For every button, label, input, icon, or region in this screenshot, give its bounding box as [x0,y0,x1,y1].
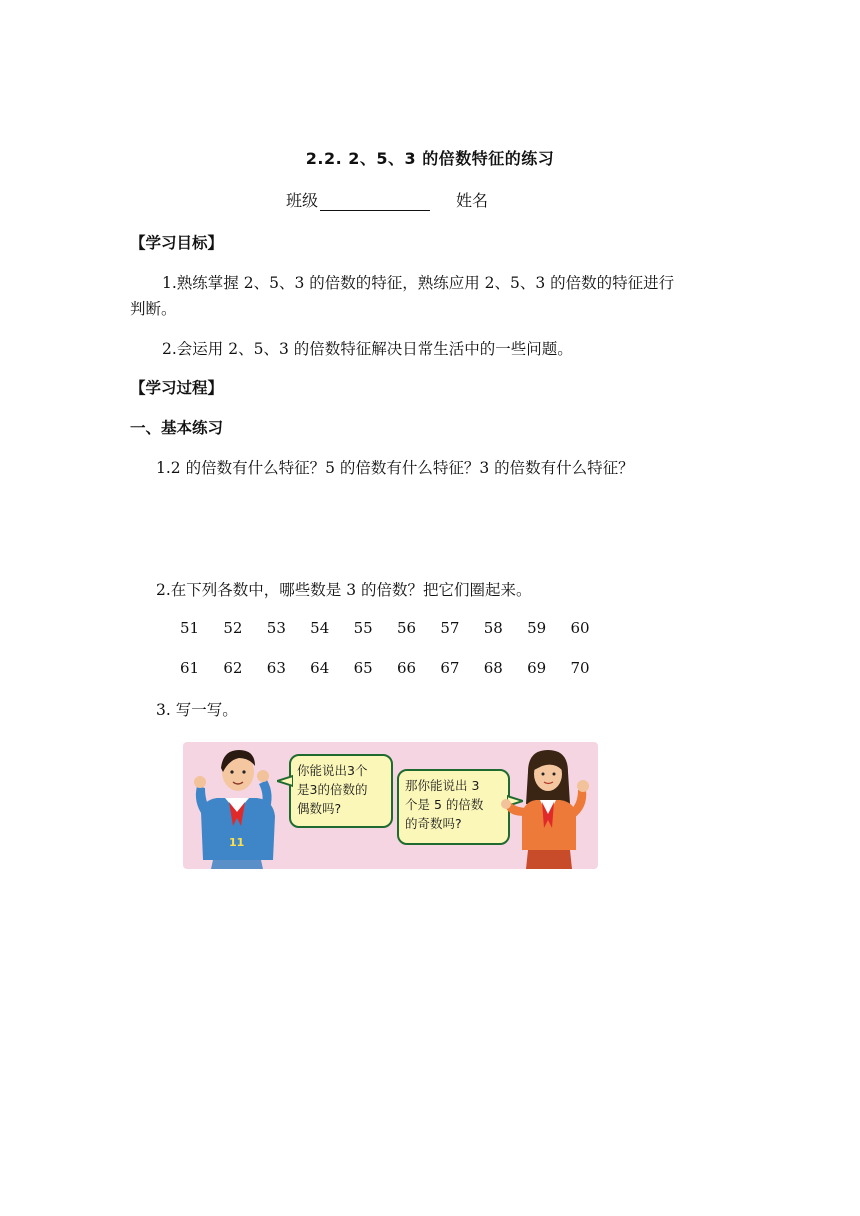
student-info-line [286,188,488,211]
number-item[interactable]: 61 [180,659,200,677]
bubble-tail-boy [277,774,293,788]
question-3: 3. 写一写。 [156,701,238,719]
number-item[interactable]: 55 [353,619,373,637]
number-row-2 [180,659,614,677]
number-item[interactable]: 52 [223,619,243,637]
section-basic-practice: 一、基本练习 [130,419,224,437]
number-item[interactable]: 65 [353,659,373,677]
number-item[interactable]: 56 [396,619,417,637]
number-item[interactable]: 70 [570,659,590,677]
number-row-1 [180,619,614,637]
question-2: 2.在下列各数中，哪些数是 3 的倍数？把它们圈起来。 [156,581,532,599]
goal-item-1-line-1: 1.熟练掌握 2、5、3 的倍数的特征，熟练应用 2、5、3 的倍数的特征进行 [162,274,675,292]
speech-bubble-boy: 你能说出3个 是3的倍数的 偶数吗? [289,754,393,828]
number-item[interactable]: 53 [266,619,286,637]
goals-heading: 【学习目标】 [130,234,224,252]
number-item[interactable]: 54 [310,619,330,637]
process-heading: 【学习过程】 [130,379,224,397]
name-label: 姓名 [456,191,489,210]
number-item[interactable]: 59 [527,619,547,637]
number-item[interactable]: 69 [527,659,547,677]
page-title: 2.2. 2、5、3 的倍数特征的练习 [305,149,555,168]
number-item[interactable]: 62 [223,659,243,677]
class-label: 班级 [286,191,319,210]
number-item[interactable]: 60 [570,619,590,637]
girl-figure [498,742,598,869]
number-item[interactable]: 51 [180,619,200,637]
dialogue-illustration [183,742,598,869]
goal-item-1-line-2: 判断。 [130,300,177,318]
number-item[interactable]: 66 [396,659,417,677]
number-item[interactable]: 67 [440,659,460,677]
shirt-number: 11 [229,836,245,849]
class-blank[interactable] [320,196,430,211]
question-1: 1.2 的倍数有什么特征？5 的倍数有什么特征？3 的倍数有什么特征？ [156,459,634,477]
goal-item-2: 2.会运用 2、5、3 的倍数特征解决日常生活中的一些问题。 [162,340,573,358]
speech-bubble-girl: 那你能说出 3 个是 5 的倍数 的奇数吗? [397,769,510,845]
boy-figure [183,742,293,869]
number-item[interactable]: 64 [310,659,330,677]
number-item[interactable]: 58 [483,619,503,637]
number-item[interactable]: 57 [440,619,460,637]
number-item[interactable]: 68 [483,659,503,677]
number-item[interactable]: 63 [266,659,286,677]
